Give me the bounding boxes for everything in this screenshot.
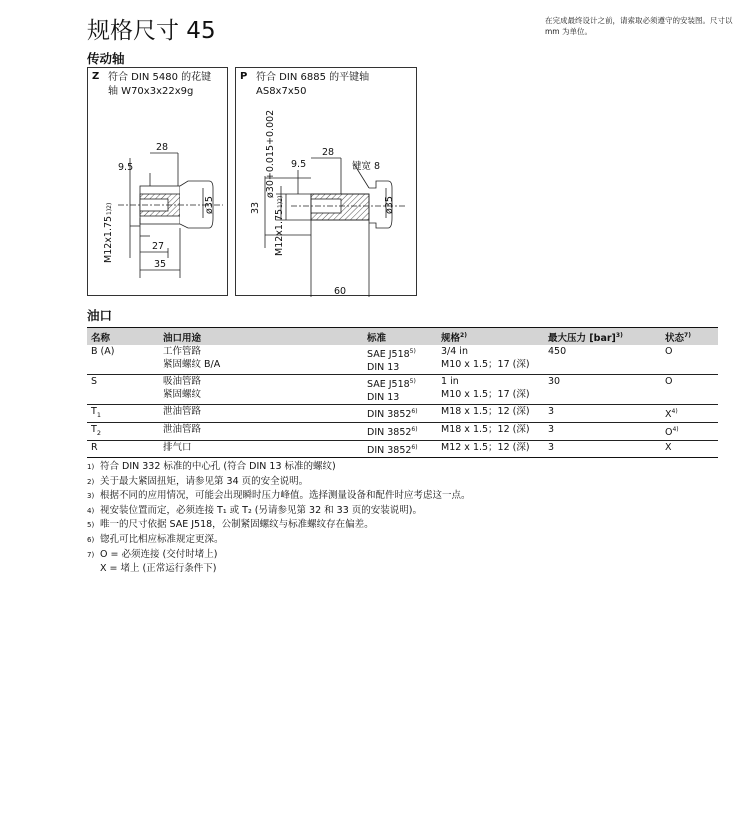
port-use: 泄油管路 bbox=[159, 422, 363, 440]
p-dim-60: 60 bbox=[334, 286, 347, 297]
z-thread-note: 1)2) bbox=[106, 202, 113, 215]
footnote: 3) 根据不同的应用情况，可能会出现瞬时压力峰值。选择测量设备和配件时应考虑这一点。 bbox=[87, 490, 471, 502]
table-row bbox=[87, 405, 718, 423]
shaft-panel-z bbox=[87, 67, 228, 296]
table-row bbox=[87, 440, 718, 457]
p-key-width: 键宽 8 bbox=[352, 161, 381, 172]
port-spec: M18 x 1.5；12 (深) bbox=[437, 422, 544, 440]
col-spec-header: 规格$^{2)}$ bbox=[437, 328, 544, 346]
port-standard: SAE J518$^{5)}$ DIN 13 bbox=[363, 345, 437, 375]
footnote: 4) 视安装位置而定，必须连接 T₁ 或 T₂ (另请参见第 32 和 33 页的安装说明)。 bbox=[87, 504, 422, 516]
spline-shaft-drawing bbox=[88, 68, 229, 297]
port-name: R bbox=[87, 440, 159, 457]
col-name-header: 名称 bbox=[87, 328, 159, 346]
port-name: $T_2$ bbox=[87, 422, 159, 440]
col-state-header: 状态$^{7)}$ bbox=[661, 328, 718, 346]
port-use: 吸油管路 紧固螺纹 bbox=[159, 375, 363, 405]
footnote: 5) 唯一的尺寸依据 SAE J518，公制紧固螺纹与标准螺纹存在偏差。 bbox=[87, 519, 374, 531]
table-row bbox=[87, 375, 718, 405]
port-state: O bbox=[661, 375, 718, 405]
p-dim-9-5: 9.5 bbox=[291, 159, 307, 170]
footnote: 6) 锪孔可比相应标准规定更深。 bbox=[87, 533, 224, 545]
port-state: $X^{4)}$ bbox=[661, 405, 718, 423]
port-pressure: 3 bbox=[544, 405, 661, 423]
shaft-panel-p bbox=[235, 67, 417, 296]
shaft-code-p: P bbox=[240, 71, 248, 82]
footnote: 7) O = 必须连接 (交付时堵上) bbox=[87, 548, 218, 560]
shaft-desc-p-line1: 符合 DIN 6885 的平键轴 bbox=[256, 72, 370, 83]
col-standard-header: 标准 bbox=[363, 328, 437, 346]
p-thread-label: M12x1.75 bbox=[274, 208, 285, 256]
ports-header-row bbox=[87, 328, 718, 346]
p-thread-note: 1)2) bbox=[277, 195, 284, 208]
port-spec: M12 x 1.5；12 (深) bbox=[437, 440, 544, 457]
table-row bbox=[87, 345, 718, 375]
port-spec: 1 in M10 x 1.5；17 (深) bbox=[437, 375, 544, 405]
port-standard: DIN 3852$^{6)}$ bbox=[363, 405, 437, 423]
z-dim-35: 35 bbox=[154, 259, 167, 270]
port-name: B (A) bbox=[87, 345, 159, 375]
port-spec: 3/4 in M10 x 1.5；17 (深) bbox=[437, 345, 544, 375]
p-tolerance-label: ø30+0.015+0.002 bbox=[265, 109, 276, 198]
p-dim-33: 33 bbox=[250, 201, 261, 214]
port-spec: M18 x 1.5；12 (深) bbox=[437, 405, 544, 423]
port-name: $T_1$ bbox=[87, 405, 159, 423]
col-use-header: 油口用途 bbox=[159, 328, 363, 346]
port-use: 泄油管路 bbox=[159, 405, 363, 423]
page-title: 规格尺寸 45 bbox=[87, 18, 216, 44]
col-pressure-header: 最大压力 [bar]$^{3)}$ bbox=[544, 328, 661, 346]
z-dim-9-5: 9.5 bbox=[118, 162, 134, 173]
p-dim-28: 28 bbox=[322, 147, 335, 158]
port-standard: SAE J518$^{5)}$ DIN 13 bbox=[363, 375, 437, 405]
port-state: O bbox=[661, 345, 718, 375]
z-dim-27: 27 bbox=[152, 241, 165, 252]
shaft-heading: 传动轴 bbox=[87, 51, 125, 66]
port-name: S bbox=[87, 375, 159, 405]
footnote: 2) 关于最大紧固扭矩，请参见第 34 页的安全说明。 bbox=[87, 475, 309, 487]
port-use: 工作管路 紧固螺纹 B/A bbox=[159, 345, 363, 375]
installation-note: 在完成最终设计之前，请索取必须遵守的安装图。尺寸以 mm 为单位。 bbox=[545, 16, 733, 36]
ports-heading: 油口 bbox=[87, 308, 113, 323]
port-standard: DIN 3852$^{6)}$ bbox=[363, 440, 437, 457]
port-pressure: 3 bbox=[544, 440, 661, 457]
port-pressure: 450 bbox=[544, 345, 661, 375]
ports-table bbox=[87, 327, 718, 458]
z-dim-28: 28 bbox=[156, 142, 169, 153]
keyed-shaft-drawing bbox=[236, 68, 418, 297]
footnote: X = 堵上 (正常运行条件下) bbox=[100, 563, 217, 575]
shaft-desc-p-line2: AS8x7x50 bbox=[256, 86, 307, 97]
shaft-code-z: Z bbox=[92, 71, 100, 82]
port-state: X bbox=[661, 440, 718, 457]
port-standard: DIN 3852$^{6)}$ bbox=[363, 422, 437, 440]
footnote: 1) 符合 DIN 332 标准的中心孔 (符合 DIN 13 标准的螺纹) bbox=[87, 461, 336, 472]
port-state: $O^{4)}$ bbox=[661, 422, 718, 440]
shaft-desc-z-line2: 轴 W70x3x22x9g bbox=[108, 86, 194, 97]
table-row bbox=[87, 422, 718, 440]
z-diameter-label: ø35 bbox=[204, 196, 215, 214]
p-diameter-label: ø35 bbox=[384, 196, 395, 214]
shaft-desc-z-line1: 符合 DIN 5480 的花键 bbox=[108, 72, 212, 83]
port-pressure: 3 bbox=[544, 422, 661, 440]
footnotes bbox=[87, 460, 471, 576]
z-thread-label: M12x1.75 bbox=[103, 215, 114, 263]
port-pressure: 30 bbox=[544, 375, 661, 405]
port-use: 排气口 bbox=[159, 440, 363, 457]
